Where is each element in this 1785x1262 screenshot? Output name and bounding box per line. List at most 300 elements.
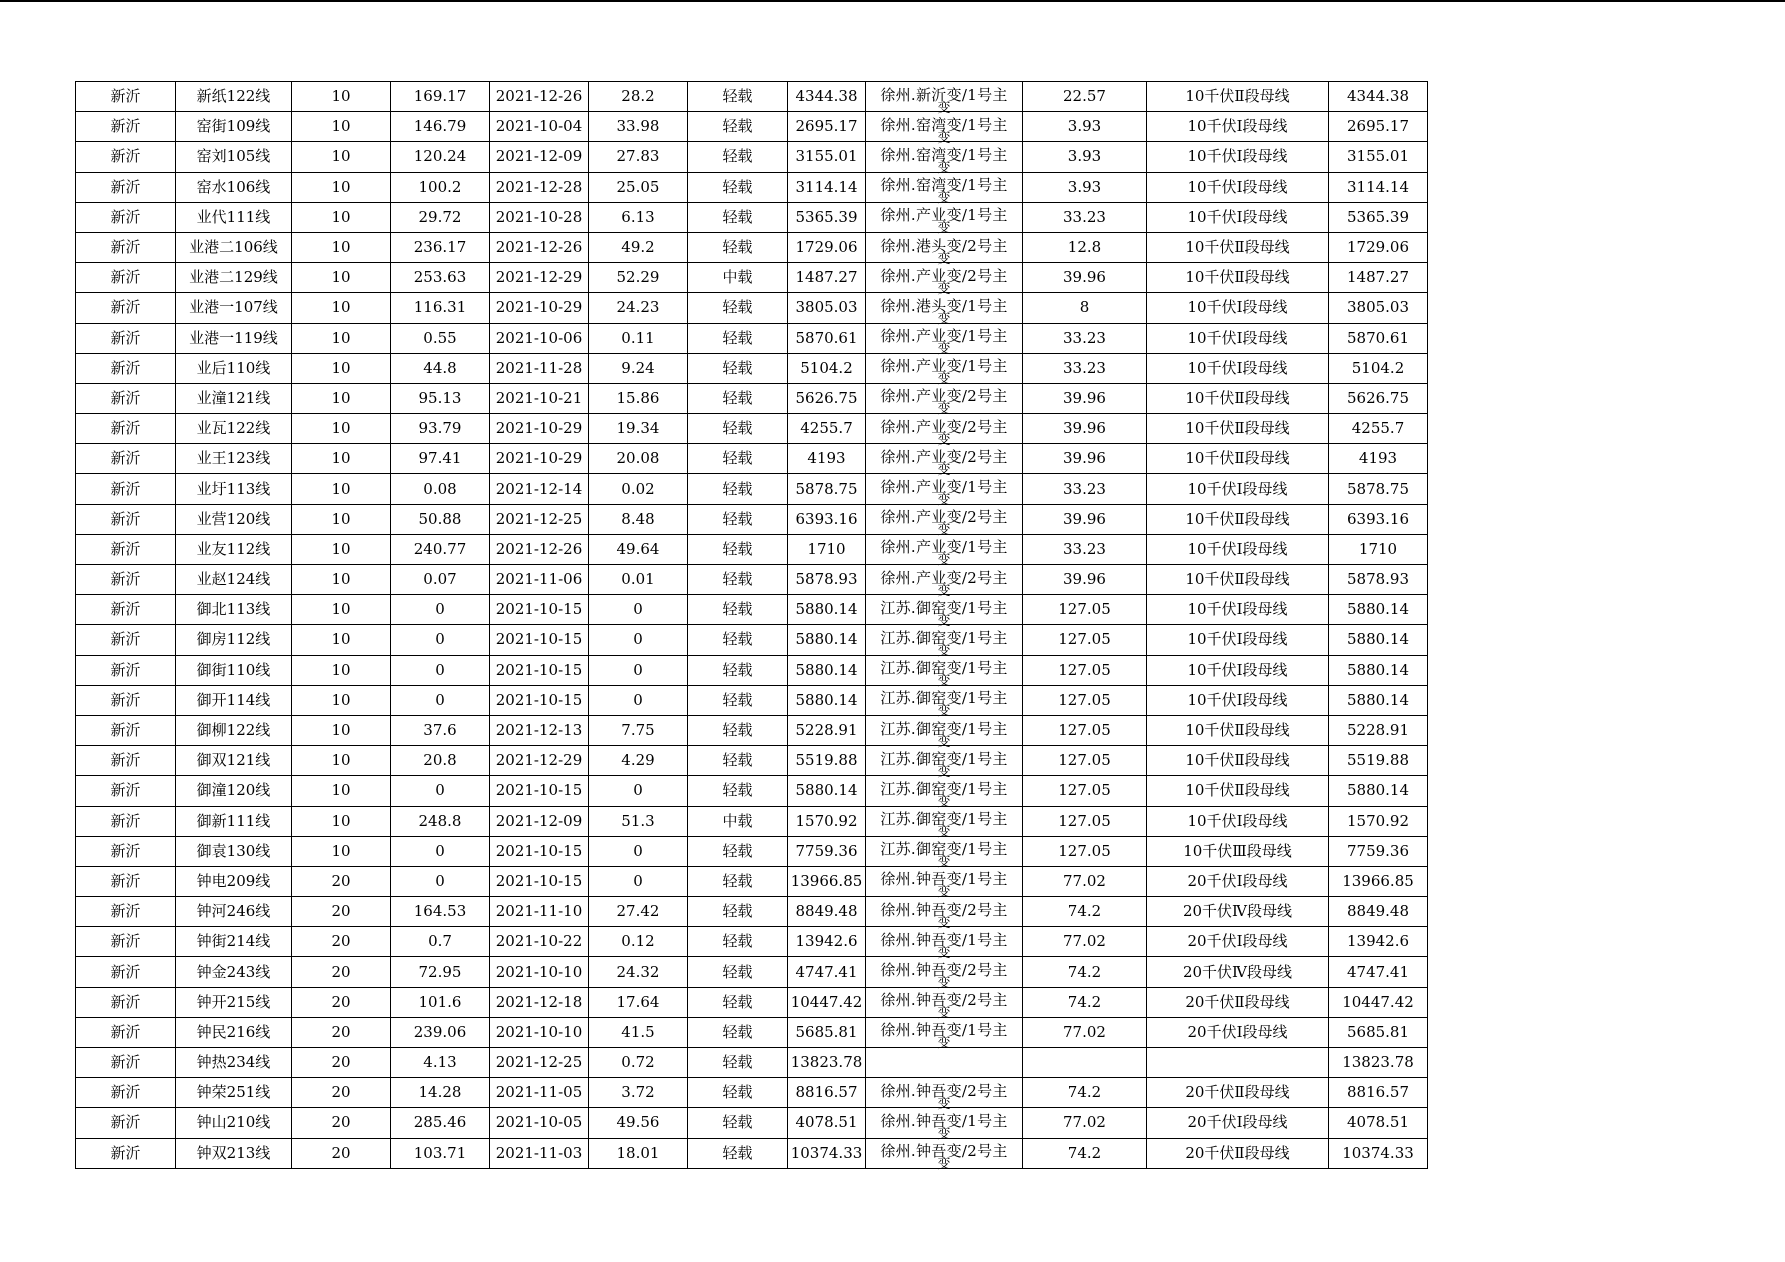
cell-voltage-kv: 10 <box>292 82 391 112</box>
cell-transformer <box>866 565 1023 599</box>
cell-transformer-rate: 39.96 <box>1023 444 1147 474</box>
cell-status: 轻载 <box>688 353 788 383</box>
cell-transformer-rate: 3.93 <box>1023 112 1147 142</box>
cell-date: 2021-10-04 <box>490 112 589 142</box>
cell-load-rate: 25.05 <box>589 172 688 202</box>
cell-load-rate: 20.08 <box>589 444 688 474</box>
cell-status: 轻载 <box>688 625 788 655</box>
cell-transformer <box>866 323 1023 358</box>
cell-load-rate: 24.32 <box>589 957 688 987</box>
cell-busbar: 10千伏Ⅰ段母线 <box>1147 323 1329 353</box>
cell-transformer <box>866 293 1023 327</box>
cell-date: 2021-12-18 <box>490 987 589 1017</box>
cell-available: 1710 <box>1329 534 1428 564</box>
cell-status: 轻载 <box>688 414 788 444</box>
cell-voltage-kv: 20 <box>292 897 391 927</box>
cell-status: 轻载 <box>688 655 788 685</box>
cell-margin-a: 5880.14 <box>788 776 866 806</box>
cell-district: 新沂 <box>76 836 176 866</box>
cell-date: 2021-11-06 <box>490 565 589 595</box>
cell-busbar: 10千伏Ⅰ段母线 <box>1147 685 1329 715</box>
cell-date: 2021-12-13 <box>490 715 589 745</box>
cell-date: 2021-10-22 <box>490 927 589 957</box>
cell-margin-a: 7759.36 <box>788 836 866 866</box>
cell-load-rate: 9.24 <box>589 353 688 383</box>
cell-load-rate: 49.2 <box>589 232 688 262</box>
table-row <box>76 715 1428 745</box>
cell-available: 4344.38 <box>1329 82 1428 112</box>
cell-load-a: 4.13 <box>391 1048 490 1078</box>
cell-load-a: 0 <box>391 625 490 655</box>
cell-voltage-kv: 10 <box>292 715 391 745</box>
cell-load-a: 101.6 <box>391 987 490 1017</box>
cell-load-a: 44.8 <box>391 353 490 383</box>
cell-district: 新沂 <box>76 806 176 836</box>
cell-line: 业潼121线 <box>176 383 292 413</box>
cell-line: 业营120线 <box>176 504 292 534</box>
cell-district: 新沂 <box>76 1138 176 1168</box>
cell-voltage-kv: 10 <box>292 685 391 715</box>
cell-status: 轻载 <box>688 565 788 595</box>
table-row <box>76 263 1428 293</box>
transformer-name-overflow: 变 <box>937 794 951 810</box>
transformer-name-overflow: 变 <box>937 855 951 871</box>
cell-status: 中载 <box>688 806 788 836</box>
cell-transformer <box>866 112 1023 146</box>
table-row <box>76 474 1428 504</box>
cell-line: 业圩113线 <box>176 474 292 504</box>
cell-load-rate: 52.29 <box>589 263 688 293</box>
cell-busbar: 20千伏Ⅱ段母线 <box>1147 987 1329 1017</box>
cell-line: 新纸122线 <box>176 82 292 112</box>
cell-load-rate: 0.12 <box>589 927 688 957</box>
cell-date: 2021-10-05 <box>490 1108 589 1138</box>
cell-status: 轻载 <box>688 504 788 534</box>
cell-date: 2021-10-15 <box>490 866 589 896</box>
cell-busbar: 20千伏Ⅱ段母线 <box>1147 1138 1329 1168</box>
cell-load-rate: 0 <box>589 595 688 625</box>
table-row <box>76 142 1428 172</box>
table-row <box>76 595 1428 625</box>
table-row <box>76 82 1428 112</box>
cell-load-a: 240.77 <box>391 534 490 564</box>
cell-load-rate: 0 <box>589 866 688 896</box>
table-row <box>76 927 1428 957</box>
cell-busbar: 10千伏Ⅰ段母线 <box>1147 202 1329 232</box>
cell-load-a: 0 <box>391 836 490 866</box>
cell-date: 2021-11-10 <box>490 897 589 927</box>
cell-district: 新沂 <box>76 987 176 1017</box>
cell-load-a: 93.79 <box>391 414 490 444</box>
cell-line: 御房112线 <box>176 625 292 655</box>
transformer-name-overflow: 变 <box>937 342 951 358</box>
cell-load-a: 253.63 <box>391 263 490 293</box>
cell-transformer <box>866 534 1023 569</box>
cell-voltage-kv: 10 <box>292 504 391 534</box>
transformer-name: 江苏.御窑变/1号主 <box>880 840 1008 859</box>
cell-available: 5880.14 <box>1329 595 1428 625</box>
transformer-name-overflow: 变 <box>937 583 951 599</box>
cell-voltage-kv: 10 <box>292 444 391 474</box>
cell-line: 业港一107线 <box>176 293 292 323</box>
cell-transformer <box>866 957 1023 992</box>
cell-busbar: 10千伏Ⅱ段母线 <box>1147 232 1329 262</box>
cell-transformer-rate: 22.57 <box>1023 82 1147 112</box>
cell-load-a: 103.71 <box>391 1138 490 1168</box>
cell-status: 轻载 <box>688 715 788 745</box>
cell-busbar: 10千伏Ⅰ段母线 <box>1147 293 1329 323</box>
cell-transformer <box>866 263 1023 297</box>
cell-voltage-kv: 10 <box>292 383 391 413</box>
cell-date: 2021-12-09 <box>490 142 589 172</box>
cell-date: 2021-12-09 <box>490 806 589 836</box>
cell-busbar <box>1147 1048 1329 1078</box>
cell-transformer <box>866 1048 1023 1078</box>
cell-available: 3155.01 <box>1329 142 1428 172</box>
cell-line: 业王123线 <box>176 444 292 474</box>
cell-busbar: 10千伏Ⅱ段母线 <box>1147 715 1329 745</box>
cell-line: 业港二106线 <box>176 232 292 262</box>
cell-voltage-kv: 20 <box>292 927 391 957</box>
cell-transformer <box>866 142 1023 176</box>
table-row <box>76 1078 1428 1108</box>
transformer-name-overflow: 变 <box>937 251 951 267</box>
cell-line: 钟双213线 <box>176 1138 292 1168</box>
cell-busbar: 20千伏Ⅳ段母线 <box>1147 897 1329 927</box>
cell-busbar: 10千伏Ⅰ段母线 <box>1147 112 1329 142</box>
cell-transformer-rate: 3.93 <box>1023 142 1147 172</box>
cell-transformer-rate: 77.02 <box>1023 1017 1147 1047</box>
transformer-name: 徐州.产业变/1号主 <box>880 357 1008 376</box>
table-row <box>76 1017 1428 1047</box>
page-top-rule <box>0 0 1785 2</box>
cell-load-rate: 0 <box>589 625 688 655</box>
cell-transformer <box>866 625 1023 659</box>
cell-district: 新沂 <box>76 172 176 202</box>
cell-margin-a: 3155.01 <box>788 142 866 172</box>
cell-transformer-rate: 74.2 <box>1023 1138 1147 1168</box>
cell-busbar: 10千伏Ⅰ段母线 <box>1147 625 1329 655</box>
cell-transformer <box>866 685 1023 720</box>
cell-line: 业友112线 <box>176 534 292 564</box>
table-row <box>76 685 1428 715</box>
cell-available: 5626.75 <box>1329 383 1428 413</box>
cell-status: 轻载 <box>688 927 788 957</box>
cell-load-rate: 8.48 <box>589 504 688 534</box>
cell-status: 轻载 <box>688 474 788 504</box>
cell-busbar: 10千伏Ⅱ段母线 <box>1147 565 1329 595</box>
cell-district: 新沂 <box>76 776 176 806</box>
cell-voltage-kv: 20 <box>292 957 391 987</box>
cell-voltage-kv: 10 <box>292 353 391 383</box>
transformer-name-overflow: 变 <box>937 493 951 509</box>
cell-available: 5870.61 <box>1329 323 1428 353</box>
cell-status: 轻载 <box>688 444 788 474</box>
cell-busbar: 10千伏Ⅱ段母线 <box>1147 746 1329 776</box>
cell-district: 新沂 <box>76 625 176 655</box>
cell-line: 御袁130线 <box>176 836 292 866</box>
table-row <box>76 112 1428 142</box>
cell-date: 2021-10-06 <box>490 323 589 353</box>
cell-transformer <box>866 172 1023 207</box>
cell-transformer <box>866 715 1023 750</box>
cell-district: 新沂 <box>76 534 176 564</box>
cell-date: 2021-10-10 <box>490 957 589 987</box>
cell-district: 新沂 <box>76 866 176 896</box>
cell-line: 钟电209线 <box>176 866 292 896</box>
transformer-name-overflow: 变 <box>937 402 951 418</box>
transformer-name: 徐州.产业变/2号主 <box>880 568 1008 587</box>
transformer-name: 江苏.御窑变/1号主 <box>880 719 1008 738</box>
cell-margin-a: 4078.51 <box>788 1108 866 1138</box>
cell-transformer-rate: 74.2 <box>1023 897 1147 927</box>
cell-transformer-rate: 33.23 <box>1023 202 1147 232</box>
cell-transformer <box>866 202 1023 237</box>
transformer-name: 徐州.新沂变/1号主 <box>880 85 1008 104</box>
cell-transformer <box>866 927 1023 961</box>
feeder-load-table <box>75 81 1428 1173</box>
cell-load-rate: 19.34 <box>589 414 688 444</box>
cell-voltage-kv: 10 <box>292 655 391 685</box>
cell-load-a: 29.72 <box>391 202 490 232</box>
cell-date: 2021-12-14 <box>490 474 589 504</box>
cell-transformer-rate: 74.2 <box>1023 987 1147 1017</box>
cell-voltage-kv: 10 <box>292 263 391 293</box>
cell-date: 2021-12-26 <box>490 534 589 564</box>
cell-load-rate: 6.13 <box>589 202 688 232</box>
table-row <box>76 806 1428 836</box>
cell-line: 御北113线 <box>176 595 292 625</box>
cell-load-a: 0.08 <box>391 474 490 504</box>
table-row <box>76 1048 1428 1078</box>
cell-district: 新沂 <box>76 232 176 262</box>
cell-busbar: 10千伏Ⅰ段母线 <box>1147 534 1329 564</box>
cell-status: 轻载 <box>688 383 788 413</box>
cell-line: 钟金243线 <box>176 957 292 987</box>
transformer-name: 江苏.御窑变/1号主 <box>880 628 1008 647</box>
transformer-name: 徐州.窑湾变/1号主 <box>880 176 1008 195</box>
cell-available: 10374.33 <box>1329 1138 1428 1168</box>
cell-load-a: 72.95 <box>391 957 490 987</box>
cell-voltage-kv: 10 <box>292 323 391 353</box>
transformer-name-overflow: 变 <box>937 945 951 961</box>
cell-margin-a: 4255.7 <box>788 414 866 444</box>
cell-load-a: 239.06 <box>391 1017 490 1047</box>
cell-district: 新沂 <box>76 957 176 987</box>
cell-available: 5104.2 <box>1329 353 1428 383</box>
transformer-name: 徐州.港头变/2号主 <box>880 236 1008 255</box>
transformer-name <box>866 1061 1022 1064</box>
transformer-name-overflow: 变 <box>937 885 951 901</box>
cell-margin-a: 13966.85 <box>788 866 866 896</box>
cell-load-a: 0 <box>391 776 490 806</box>
cell-district: 新沂 <box>76 474 176 504</box>
cell-date: 2021-12-26 <box>490 82 589 112</box>
cell-load-a: 169.17 <box>391 82 490 112</box>
cell-transformer-rate: 3.93 <box>1023 172 1147 202</box>
cell-available: 8816.57 <box>1329 1078 1428 1108</box>
cell-voltage-kv: 10 <box>292 474 391 504</box>
table-row <box>76 897 1428 927</box>
cell-load-rate: 7.75 <box>589 715 688 745</box>
cell-line: 钟河246线 <box>176 897 292 927</box>
cell-district: 新沂 <box>76 1108 176 1138</box>
cell-status: 轻载 <box>688 1048 788 1078</box>
transformer-name: 江苏.御窑变/1号主 <box>880 779 1008 798</box>
cell-transformer-rate: 74.2 <box>1023 1078 1147 1108</box>
cell-district: 新沂 <box>76 112 176 142</box>
cell-transformer-rate: 127.05 <box>1023 746 1147 776</box>
cell-transformer-rate: 77.02 <box>1023 866 1147 896</box>
cell-line: 钟荣251线 <box>176 1078 292 1108</box>
cell-available: 5878.75 <box>1329 474 1428 504</box>
cell-district: 新沂 <box>76 353 176 383</box>
cell-available: 5365.39 <box>1329 202 1428 232</box>
cell-available: 2695.17 <box>1329 112 1428 142</box>
transformer-name: 徐州.钟吾变/1号主 <box>880 1111 1008 1130</box>
cell-status: 轻载 <box>688 685 788 715</box>
cell-voltage-kv: 20 <box>292 1138 391 1168</box>
transformer-name-overflow: 变 <box>937 100 951 116</box>
cell-date: 2021-11-03 <box>490 1138 589 1168</box>
cell-status: 轻载 <box>688 746 788 776</box>
cell-load-rate: 0.11 <box>589 323 688 353</box>
cell-status: 轻载 <box>688 534 788 564</box>
transformer-name-overflow: 变 <box>937 1036 951 1052</box>
cell-line: 窑街109线 <box>176 112 292 142</box>
cell-load-a: 14.28 <box>391 1078 490 1108</box>
cell-line: 业代111线 <box>176 202 292 232</box>
cell-transformer <box>866 1108 1023 1142</box>
cell-date: 2021-10-15 <box>490 625 589 655</box>
cell-status: 轻载 <box>688 172 788 202</box>
table-row <box>76 957 1428 987</box>
cell-load-a: 37.6 <box>391 715 490 745</box>
table-row <box>76 625 1428 655</box>
transformer-name: 江苏.御窑变/1号主 <box>880 659 1008 678</box>
cell-district: 新沂 <box>76 595 176 625</box>
cell-line: 业赵124线 <box>176 565 292 595</box>
transformer-name-overflow: 变 <box>937 311 951 327</box>
cell-voltage-kv: 10 <box>292 293 391 323</box>
cell-transformer-rate: 77.02 <box>1023 1108 1147 1138</box>
cell-load-a: 0 <box>391 685 490 715</box>
cell-transformer-rate: 74.2 <box>1023 957 1147 987</box>
cell-district: 新沂 <box>76 293 176 323</box>
cell-busbar: 10千伏Ⅱ段母线 <box>1147 776 1329 806</box>
transformer-name-overflow: 变 <box>937 976 951 992</box>
transformer-name-overflow: 变 <box>937 704 951 720</box>
transformer-name-overflow: 变 <box>937 281 951 297</box>
cell-margin-a: 4747.41 <box>788 957 866 987</box>
cell-district: 新沂 <box>76 715 176 745</box>
cell-district: 新沂 <box>76 1078 176 1108</box>
cell-margin-a: 1710 <box>788 534 866 564</box>
cell-available: 3114.14 <box>1329 172 1428 202</box>
cell-date: 2021-10-29 <box>490 293 589 323</box>
cell-date: 2021-10-15 <box>490 776 589 806</box>
cell-line: 御柳122线 <box>176 715 292 745</box>
cell-date: 2021-11-28 <box>490 353 589 383</box>
cell-status: 轻载 <box>688 142 788 172</box>
cell-load-rate: 0 <box>589 655 688 685</box>
cell-margin-a: 1729.06 <box>788 232 866 262</box>
transformer-name: 徐州.钟吾变/1号主 <box>880 870 1008 889</box>
cell-load-a: 146.79 <box>391 112 490 142</box>
table-row <box>76 293 1428 323</box>
cell-line: 业瓦122线 <box>176 414 292 444</box>
cell-line: 钟开215线 <box>176 987 292 1017</box>
cell-transformer-rate: 127.05 <box>1023 776 1147 806</box>
cell-available: 1570.92 <box>1329 806 1428 836</box>
cell-transformer-rate: 39.96 <box>1023 263 1147 293</box>
cell-district: 新沂 <box>76 414 176 444</box>
cell-margin-a: 5228.91 <box>788 715 866 745</box>
cell-transformer-rate: 33.23 <box>1023 353 1147 383</box>
table-row <box>76 746 1428 776</box>
cell-load-rate: 0.72 <box>589 1048 688 1078</box>
cell-date: 2021-10-10 <box>490 1017 589 1047</box>
cell-status: 轻载 <box>688 202 788 232</box>
cell-transformer-rate: 127.05 <box>1023 625 1147 655</box>
transformer-name-overflow: 变 <box>937 1006 951 1022</box>
cell-load-a: 50.88 <box>391 504 490 534</box>
cell-load-a: 120.24 <box>391 142 490 172</box>
cell-line: 钟热234线 <box>176 1048 292 1078</box>
transformer-name: 徐州.产业变/2号主 <box>880 266 1008 285</box>
cell-margin-a: 3114.14 <box>788 172 866 202</box>
cell-date: 2021-10-15 <box>490 595 589 625</box>
transformer-name-overflow: 变 <box>937 1157 951 1173</box>
cell-transformer-rate: 127.05 <box>1023 685 1147 715</box>
cell-status: 轻载 <box>688 897 788 927</box>
cell-voltage-kv: 10 <box>292 172 391 202</box>
transformer-name: 徐州.产业变/1号主 <box>880 538 1008 557</box>
cell-margin-a: 1487.27 <box>788 263 866 293</box>
transformer-name-overflow: 变 <box>937 643 951 659</box>
transformer-name-overflow: 变 <box>937 160 951 176</box>
cell-available: 5519.88 <box>1329 746 1428 776</box>
cell-transformer-rate: 12.8 <box>1023 232 1147 262</box>
cell-date: 2021-12-29 <box>490 746 589 776</box>
cell-district: 新沂 <box>76 927 176 957</box>
cell-load-a: 20.8 <box>391 746 490 776</box>
table-row <box>76 383 1428 413</box>
cell-available: 5880.14 <box>1329 625 1428 655</box>
cell-voltage-kv: 20 <box>292 1048 391 1078</box>
cell-busbar: 10千伏Ⅰ段母线 <box>1147 172 1329 202</box>
cell-transformer <box>866 414 1023 448</box>
cell-transformer-rate: 39.96 <box>1023 565 1147 595</box>
cell-transformer-rate: 127.05 <box>1023 595 1147 625</box>
cell-voltage-kv: 10 <box>292 414 391 444</box>
table-row <box>76 534 1428 564</box>
cell-load-rate: 49.64 <box>589 534 688 564</box>
cell-margin-a: 5878.75 <box>788 474 866 504</box>
cell-busbar: 10千伏Ⅰ段母线 <box>1147 595 1329 625</box>
cell-margin-a: 10447.42 <box>788 987 866 1017</box>
cell-load-a: 116.31 <box>391 293 490 323</box>
transformer-name-overflow: 变 <box>937 825 951 841</box>
cell-busbar: 10千伏Ⅰ段母线 <box>1147 806 1329 836</box>
cell-status: 轻载 <box>688 232 788 262</box>
cell-load-rate: 24.23 <box>589 293 688 323</box>
transformer-name: 徐州.钟吾变/2号主 <box>880 1142 1008 1161</box>
cell-margin-a: 5880.14 <box>788 625 866 655</box>
cell-margin-a: 13942.6 <box>788 927 866 957</box>
cell-district: 新沂 <box>76 565 176 595</box>
cell-status: 轻载 <box>688 1017 788 1047</box>
